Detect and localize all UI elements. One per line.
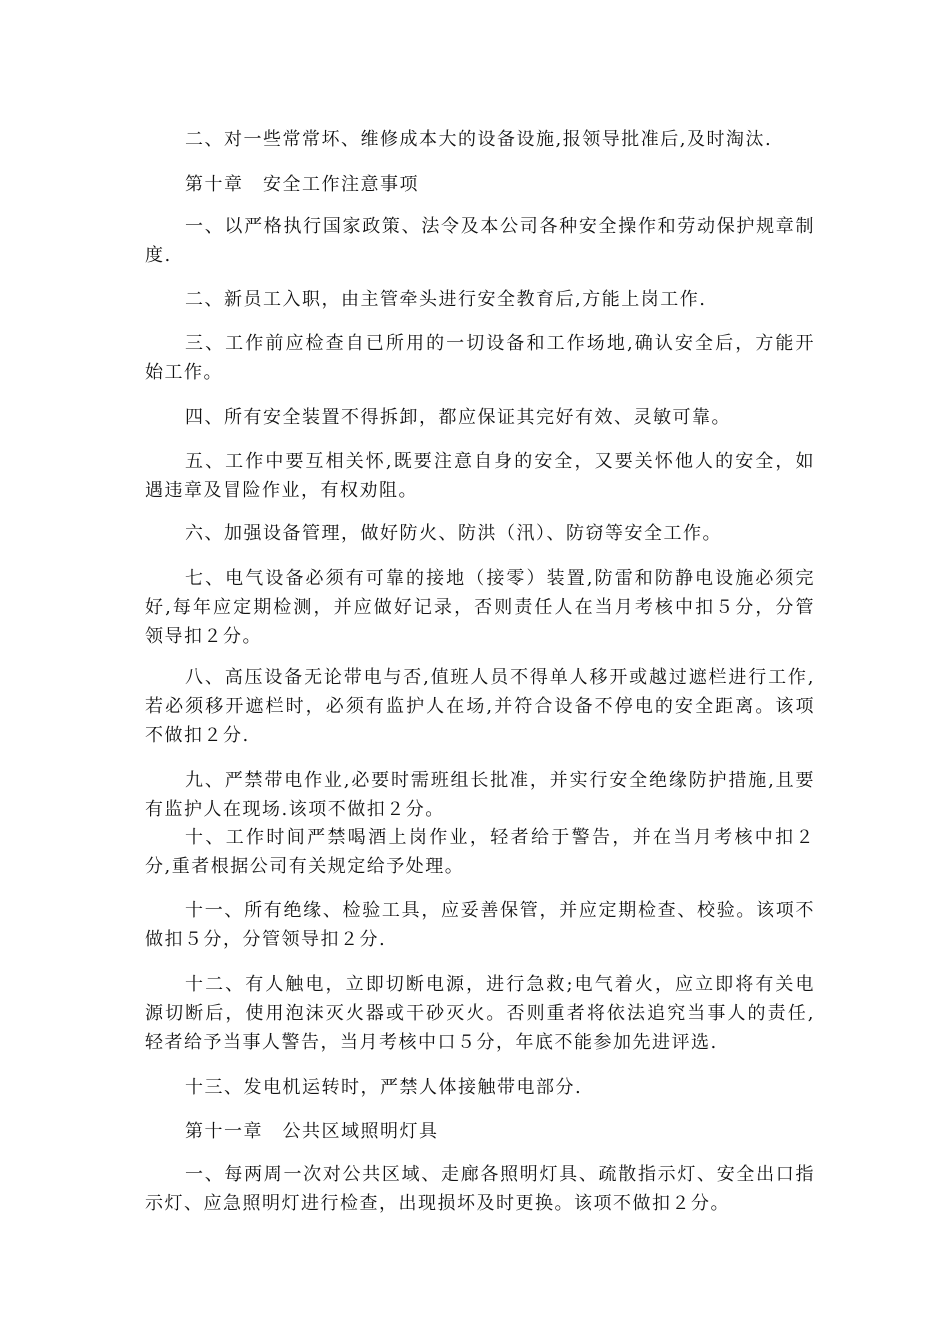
paragraph-safety-rule-11: 十一、所有绝缘、检验工具，应妥善保管，并应定期检查、校验。该项不做扣５分，分管领导扣２分. (145, 900, 815, 950)
paragraph-safety-rule-7: 七、电气设备必须有可靠的接地（接零）装置,防雷和防静电设施必须完好,每年应定期检测，并应做好记录，否则责任人在当月考核中扣５分，分管领导扣２分。 (145, 568, 815, 647)
paragraph-safety-rule-4: 四、所有安全装置不得拆卸，都应保证其完好有效、灵敏可靠。 (185, 407, 731, 428)
chapter-ten-heading: 第十章 安全工作注意事项 (185, 174, 419, 195)
paragraph-equipment-retirement: 二、对一些常常坏、维修成本大的设备设施,报领导批准后,及时淘汰. (185, 129, 773, 150)
paragraph-safety-rule-1: 一、以严格执行国家政策、法令及本公司各种安全操作和劳动保护规章制度. (145, 216, 815, 266)
paragraph-safety-rule-8: 八、高压设备无论带电与否,值班人员不得单人移开或越过遮栏进行工作,若必须移开遮栏时，必须有监护人在场,并符合设备不停电的安全距离。该项不做扣２分. (145, 667, 815, 746)
paragraph-lighting-rule-1: 一、每两周一次对公共区域、走廊各照明灯具、疏散指示灯、安全出口指示灯、应急照明灯进行检查，出现损坏及时更换。该项不做扣２分。 (145, 1164, 815, 1214)
paragraph-safety-rule-12: 十二、有人触电，立即切断电源，进行急救;电气着火，应立即将有关电源切断后，使用泡沫灭火器或干砂灭火。否则重者将依法追究当事人的责任,轻者给予当事人警告，当月考核中口５分，年底不能参加先进评选. (145, 974, 815, 1053)
paragraph-safety-rule-10: 十、工作时间严禁喝酒上岗作业，轻者给于警告，并在当月考核中扣２分,重者根据公司有关规定给予处理。 (145, 827, 815, 877)
paragraph-safety-rule-5: 五、工作中要互相关怀,既要注意自身的安全，又要关怀他人的安全，如遇违章及冒险作业，有权劝阻。 (145, 451, 815, 501)
chapter-eleven-heading: 第十一章 公共区域照明灯具 (185, 1121, 439, 1142)
paragraph-safety-rule-6: 六、加强设备管理，做好防火、防洪（汛）、防窃等安全工作。 (185, 523, 722, 544)
paragraph-safety-rule-3: 三、工作前应检查自已所用的一切设备和工作场地,确认安全后，方能开始工作。 (145, 333, 815, 383)
paragraph-safety-rule-9: 九、严禁带电作业,必要时需班组长批准，并实行安全绝缘防护措施,且要有监护人在现场.该项不做扣２分。 (145, 770, 815, 820)
paragraph-safety-rule-2: 二、新员工入职，由主管牵头进行安全教育后,方能上岗工作. (185, 289, 707, 310)
paragraph-safety-rule-13: 十三、发电机运转时，严禁人体接触带电部分. (185, 1077, 583, 1098)
